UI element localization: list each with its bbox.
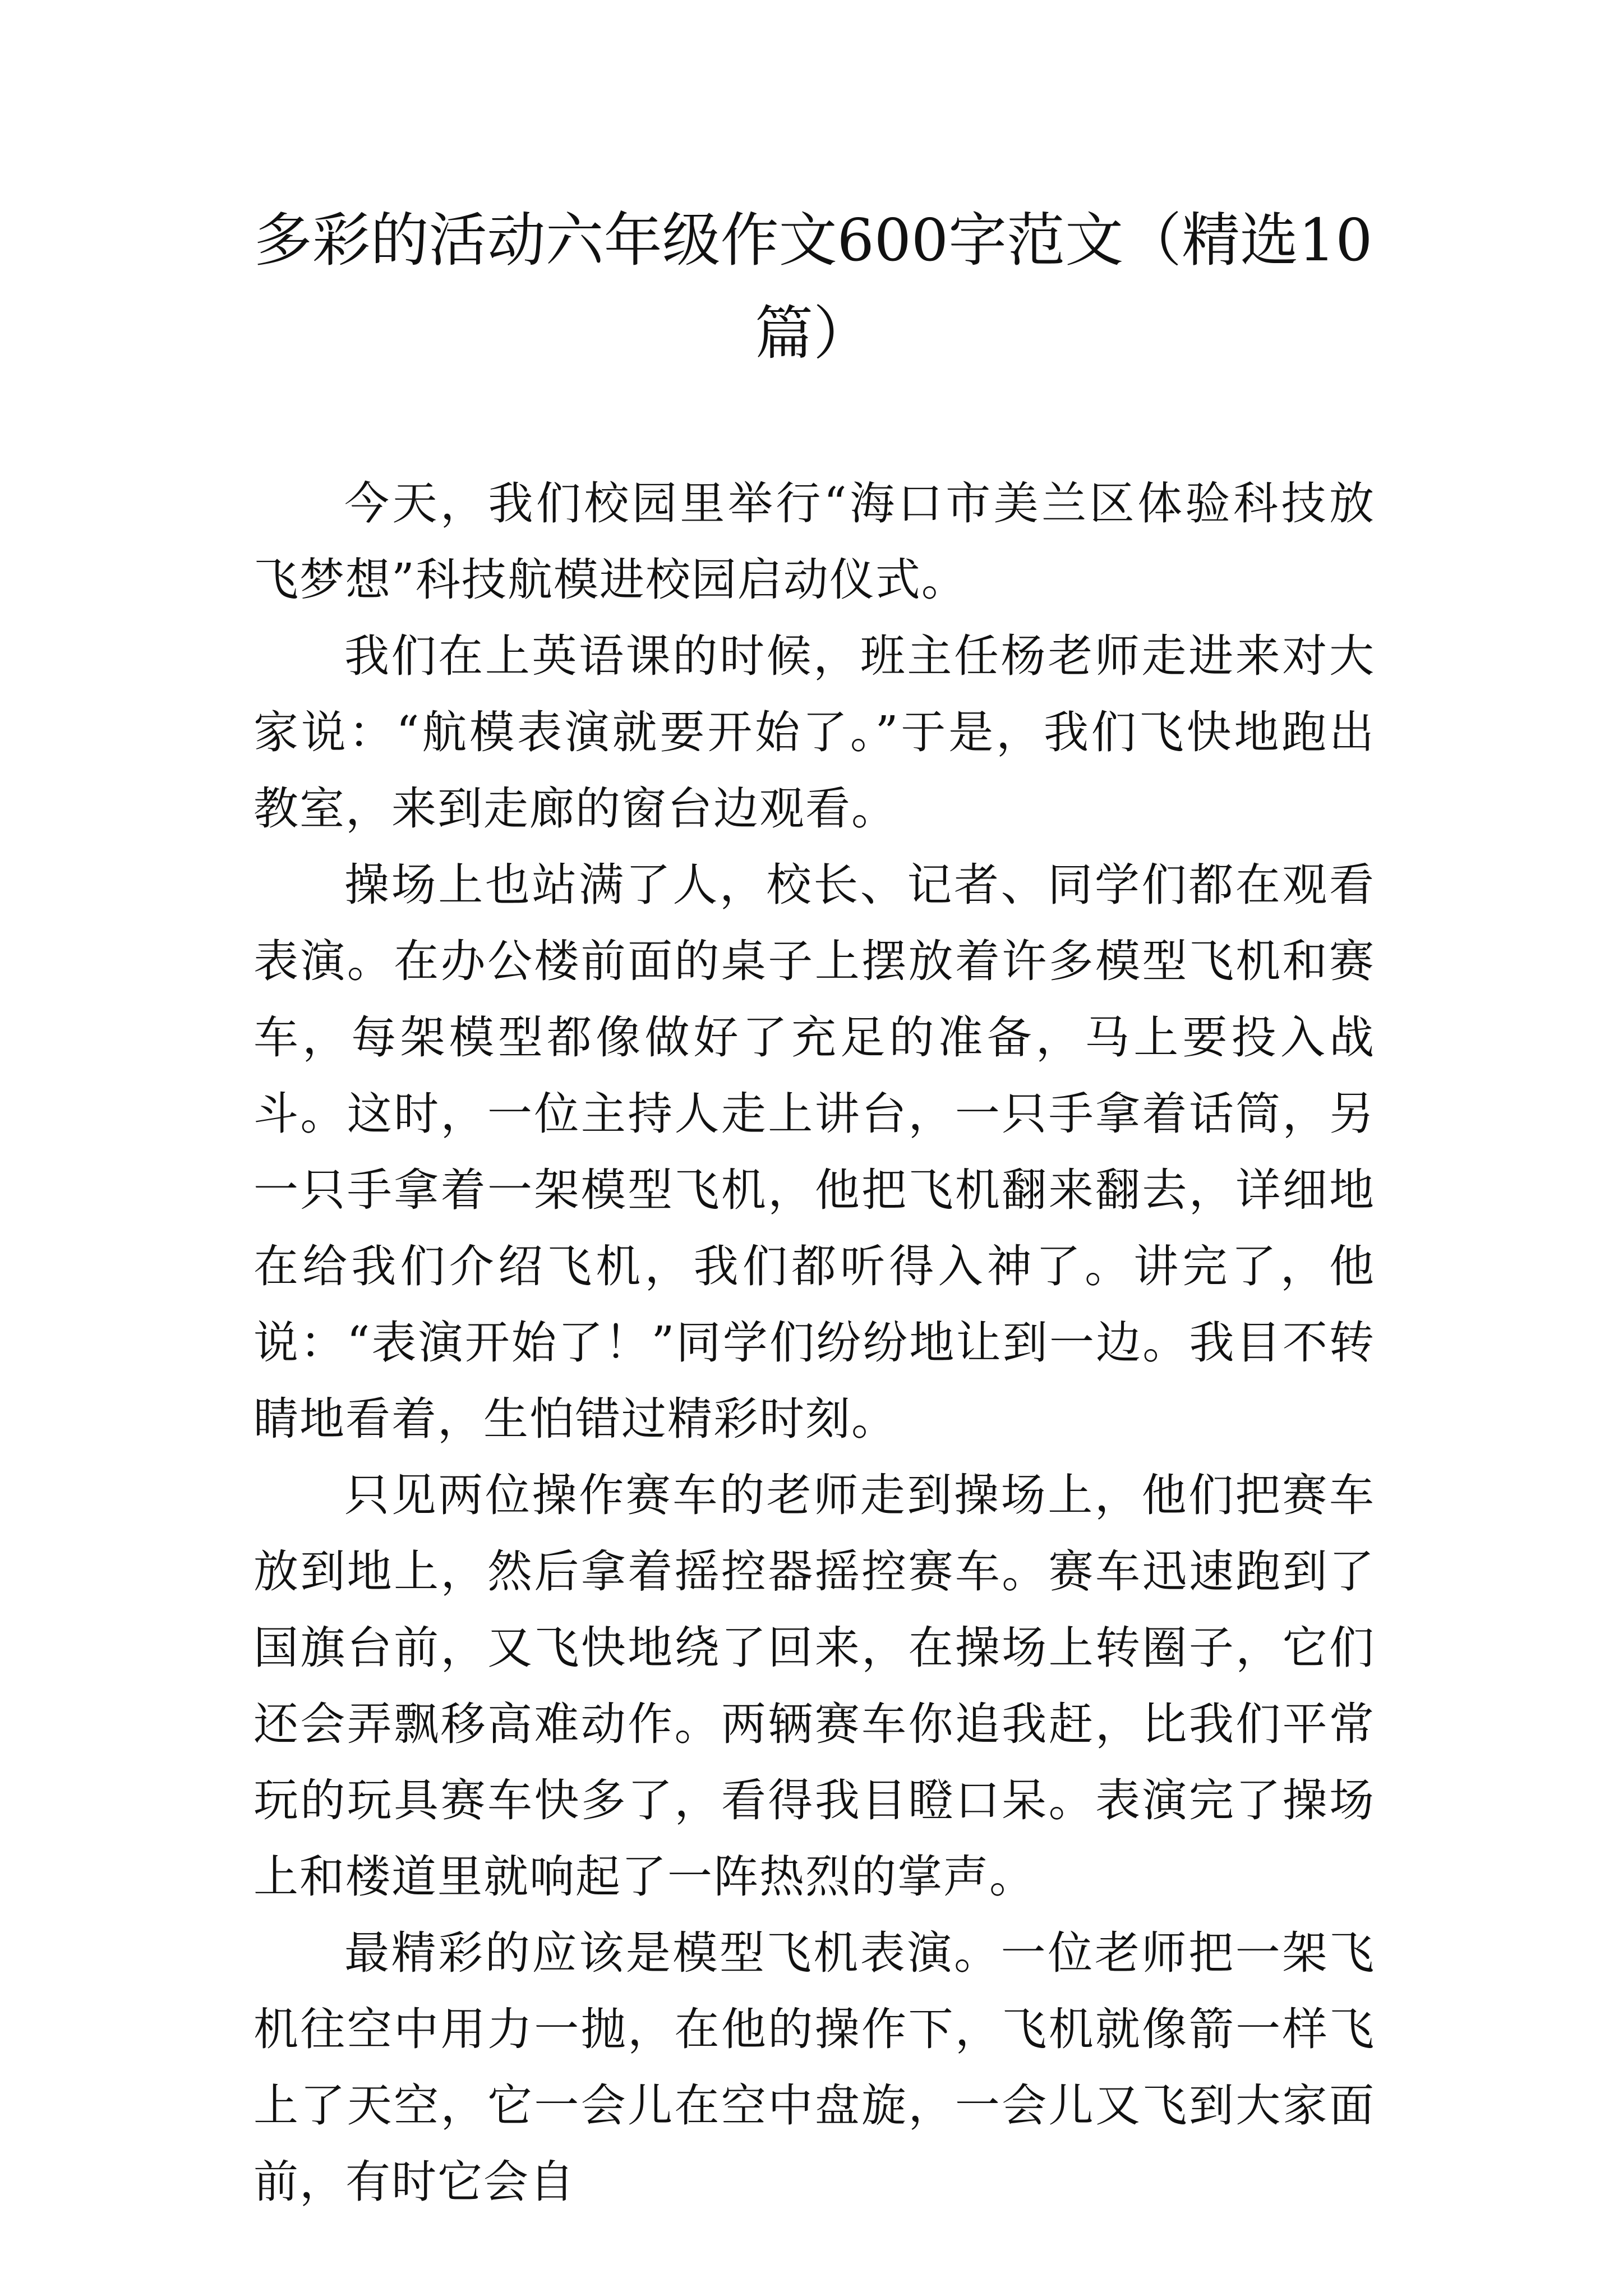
document-title: 多彩的活动六年级作文600字范文（精选10篇）: [253, 206, 1373, 367]
paragraph-5: 最精彩的应该是模型飞机表演。一位老师把一架飞机往空中用力一抛，在他的操作下，飞机就像箭一样飞上了天空，它一会儿在空中盘旋，一会儿又飞到大家面前，有时它会自: [253, 1927, 1375, 2208]
paragraph-1: 今天，我们校园里举行“海口市美兰区体验科技放飞梦想”科技航模进校园启动仪式。: [253, 477, 1375, 606]
paragraph-4: 只见两位操作赛车的老师走到操场上，他们把赛车放到地上，然后拿着摇控器摇控赛车。赛车迅速跑到了国旗台前，又飞快地绕了回来，在操场上转圈子，它们还会弄飘移高难动作。两辆赛车你追我赶，比我们平常玩的玩具赛车快多了，看得我目瞪口呆。表演完了操场上和楼道里就响起了一阵热烈的掌声。: [253, 1469, 1375, 1903]
paragraph-2: 我们在上英语课的时候，班主任杨老师走进来对大家说：“航模表演就要开始了。”于是，我们飞快地跑出教室，来到走廊的窗台边观看。: [253, 630, 1375, 835]
paragraph-3: 操场上也站满了人，校长、记者、同学们都在观看表演。在办公楼前面的桌子上摆放着许多模型飞机和赛车，每架模型都像做好了充足的准备，马上要投入战斗。这时，一位主持人走上讲台，一只手拿着话筒，另一只手拿着一架模型飞机，他把飞机翻来翻去，详细地在给我们介绍飞机，我们都听得入神了。讲完了，他说：“表演开始了！”同学们纷纷地让到一边。我目不转睛地看着，生怕错过精彩时刻。: [253, 859, 1375, 1445]
document-body: [253, 466, 1375, 2220]
